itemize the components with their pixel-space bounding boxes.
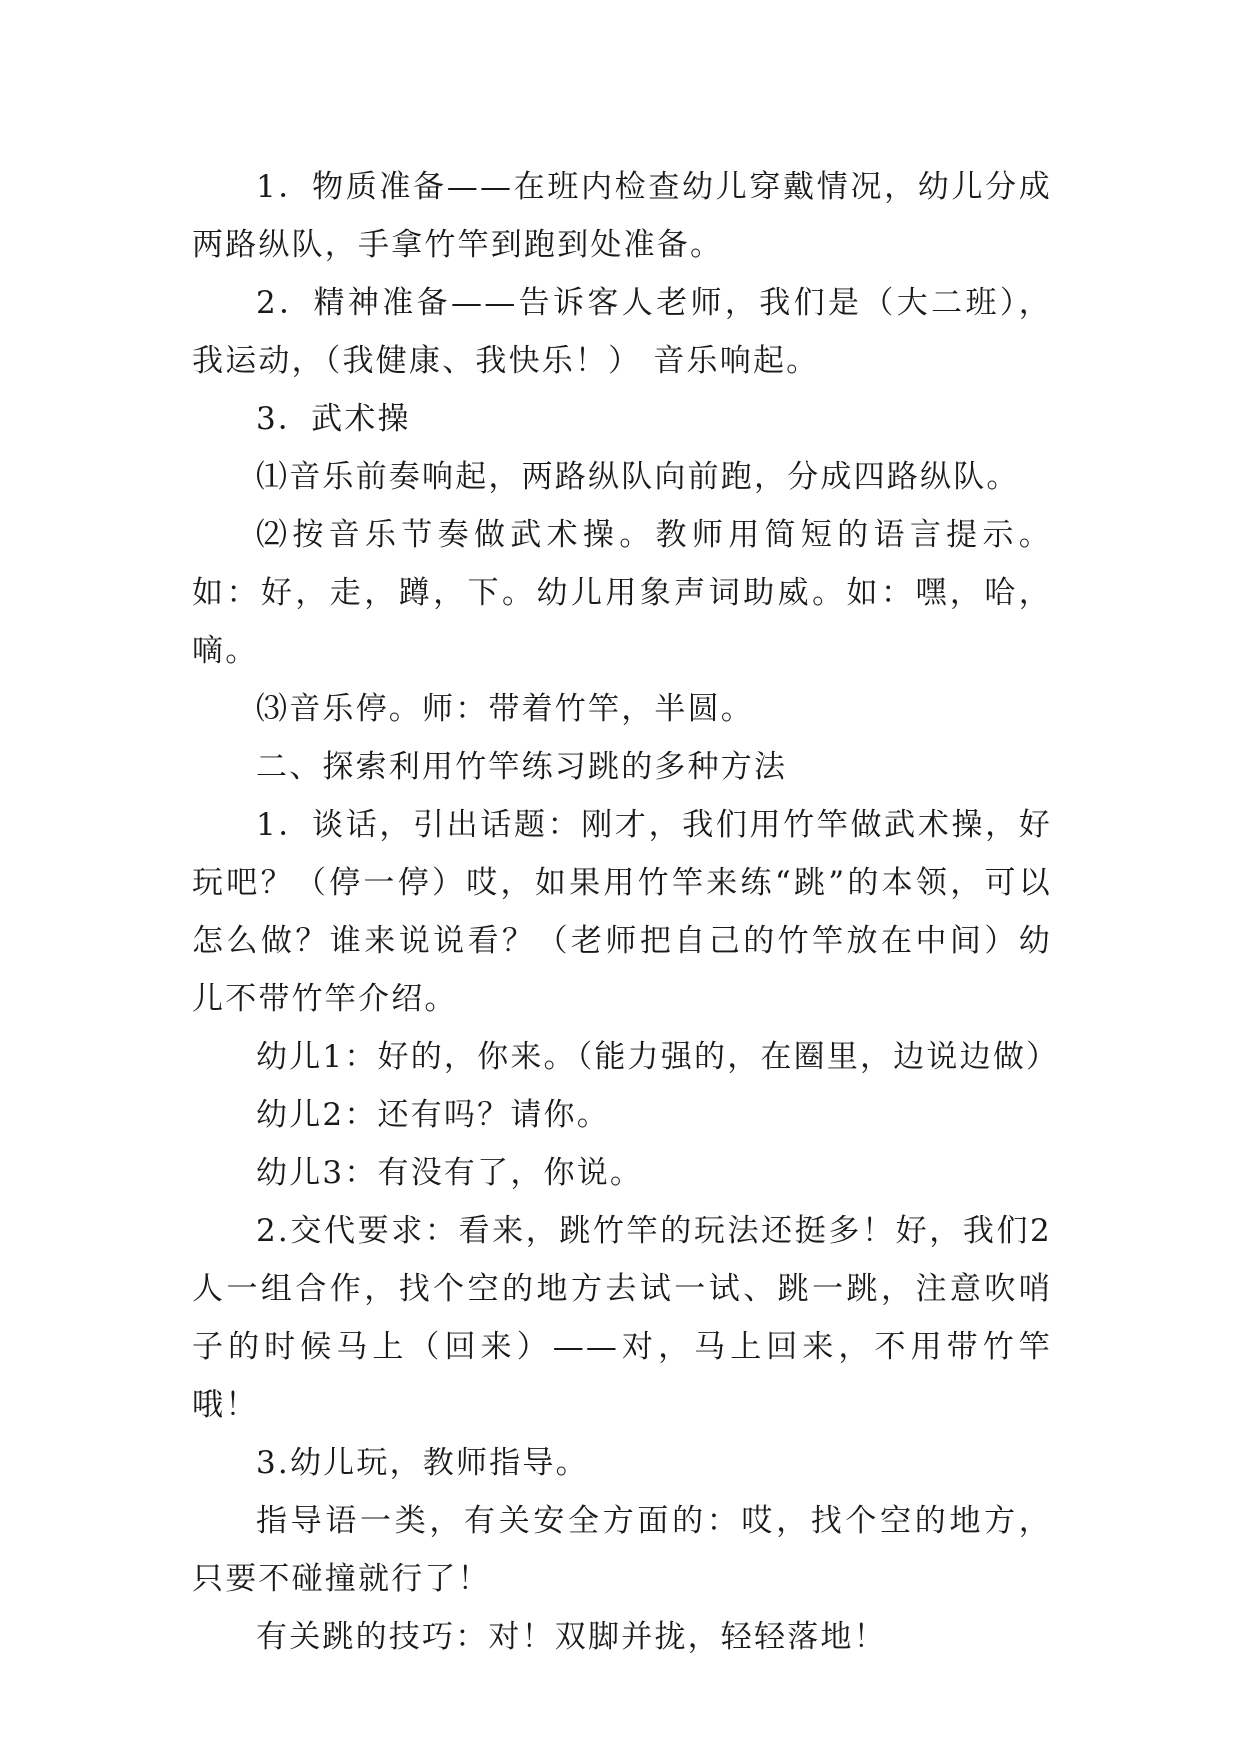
paragraph-jump-technique: 有关跳的技巧：对！双脚并拢，轻轻落地！ <box>256 1619 887 1655</box>
paragraph-child-1: 幼儿1：好的，你来。（能力强的，在圈里，边说边做） <box>256 1039 1060 1075</box>
paragraph-step-2: ⑵按音乐节奏做武术操。教师用简短的语言提示。如：好，走，蹲，下。幼儿用象声词助威。如：嘿，哈，嘀。 <box>192 517 1052 669</box>
paragraph-requirements: 2.交代要求：看来，跳竹竿的玩法还挺多！好，我们2人一组合作，找个空的地方去试一试、跳一跳，注意吹哨子的时候马上（回来）——对，马上回来，不用带竹竿哦！ <box>192 1213 1052 1423</box>
paragraph-safety-guide: 指导语一类，有关安全方面的：哎，找个空的地方，只要不碰撞就行了！ <box>192 1503 1052 1597</box>
paragraph-child-3: 幼儿3：有没有了，你说。 <box>256 1155 644 1191</box>
paragraph-play-guide: 3.幼儿玩，教师指导。 <box>256 1445 589 1481</box>
paragraph-martial-arts-title: 3．武术操 <box>256 401 411 437</box>
paragraph-spirit-prep: 2．精神准备——告诉客人老师，我们是（大二班），我运动，（我健康、我快乐！） 音乐响起。 <box>192 285 1052 379</box>
document-body <box>192 158 1060 1666</box>
paragraph-talk: 1．谈话，引出话题：刚才，我们用竹竿做武术操，好玩吧？（停一停）哎，如果用竹竿来练“跳”的本领，可以怎么做？谁来说说看？（老师把自己的竹竿放在中间）幼儿不带竹竿介绍。 <box>192 807 1052 1017</box>
paragraph-step-1: ⑴音乐前奏响起，两路纵队向前跑，分成四路纵队。 <box>256 459 1020 495</box>
paragraph-step-3: ⑶音乐停。师：带着竹竿，半圆。 <box>256 691 754 727</box>
paragraph-material-prep: 1．物质准备——在班内检查幼儿穿戴情况，幼儿分成两路纵队，手拿竹竿到跑到处准备。 <box>192 169 1052 263</box>
paragraph-child-2: 幼儿2：还有吗？请你。 <box>256 1097 610 1133</box>
section-heading-explore: 二、探索利用竹竿练习跳的多种方法 <box>256 749 788 785</box>
